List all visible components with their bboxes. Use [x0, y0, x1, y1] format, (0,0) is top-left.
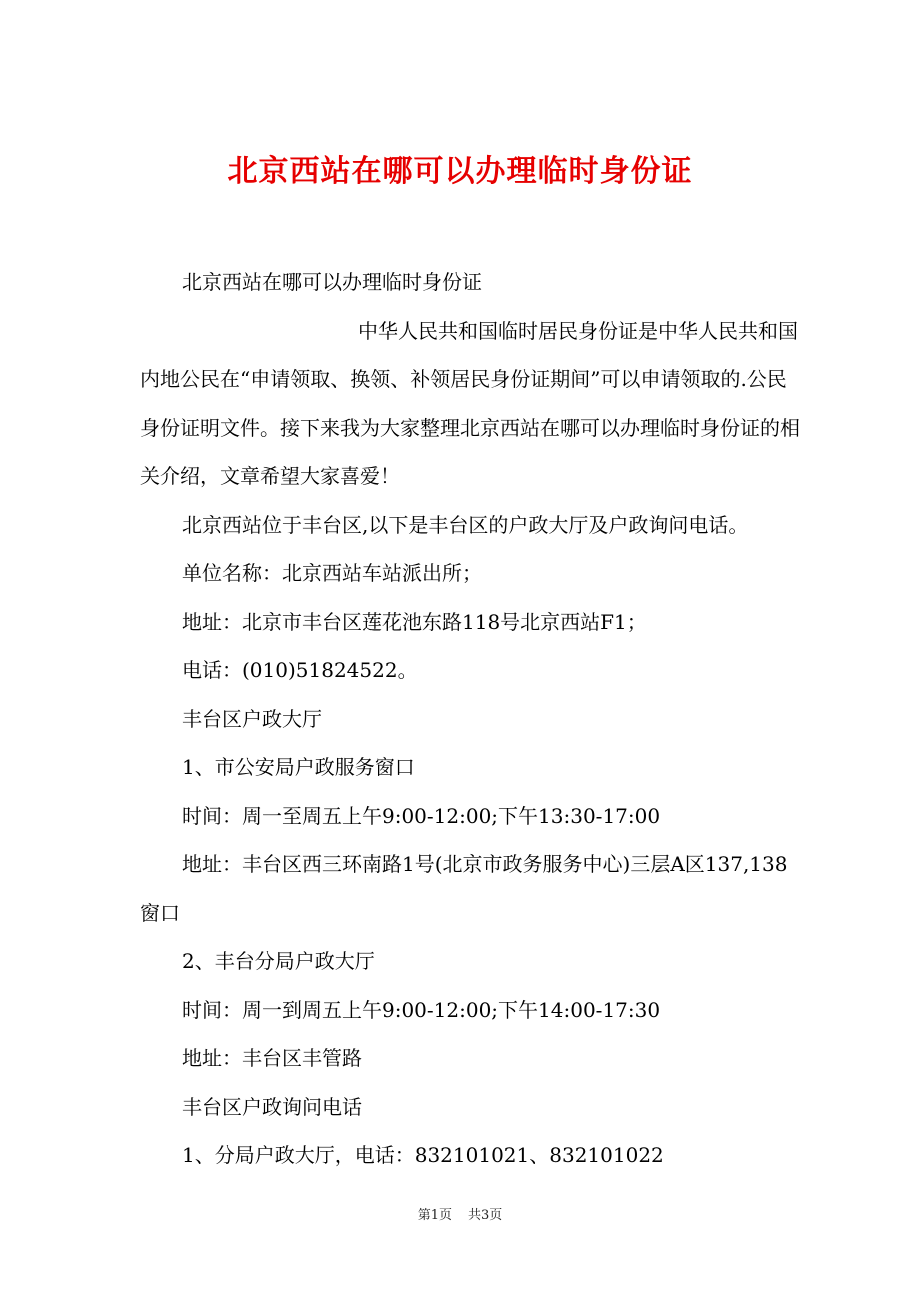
document-title: 北京西站在哪可以办理临时身份证: [227, 154, 693, 190]
paragraph-phone-heading: 丰台区户政询问电话: [182, 1094, 362, 1119]
page-footer: [0, 1206, 920, 1226]
paragraph-intro: 中华人民共和国临时居民身份证是中华人民共和国内地公民在“申请领取、换领、补领居民身份证期间”可以申请领取的.公民身份证明文件。接下来我为大家整理北京西站在哪可以办理临时身份证的相关介绍，文章希望大家喜爱！: [140, 318, 800, 488]
paragraph-location: 北京西站位于丰台区,以下是丰台区的户政大厅及户政询问电话。: [182, 512, 749, 537]
paragraph-hall-heading: 丰台区户政大厅: [182, 706, 322, 731]
paragraph-hall-2: 2、丰台分局户政大厅: [182, 949, 375, 973]
paragraph-window-1: 1、市公安局户政服务窗口: [182, 755, 415, 779]
paragraph-time-1: 时间：周一至周五上午9:00-12:00;下午13:30-17:00: [182, 803, 661, 828]
paragraph-time-2: 时间：周一到周五上午9:00-12:00;下午14:00-17:30: [182, 997, 661, 1022]
page-total: 共3页: [468, 1208, 503, 1223]
paragraph-address: 地址：北京市丰台区莲花池东路118号北京西站F1；: [182, 609, 647, 634]
paragraph-subtitle: 北京西站在哪可以办理临时身份证: [182, 270, 482, 294]
paragraph-address-1: 地址：丰台区西三环南路1号(北京市政务服务中心)三层A区137,138窗口: [140, 852, 788, 925]
document-body: [140, 258, 800, 1180]
paragraph-phone-1: 1、分局户政大厅，电话：832101021、832101022: [182, 1143, 664, 1167]
paragraph-phone: 电话：(010)51824522。: [182, 658, 418, 682]
page-number: 第1页: [417, 1208, 452, 1223]
paragraph-unit-name: 单位名称：北京西站车站派出所；: [182, 561, 482, 585]
paragraph-address-2: 地址：丰台区丰管路: [182, 1046, 362, 1070]
